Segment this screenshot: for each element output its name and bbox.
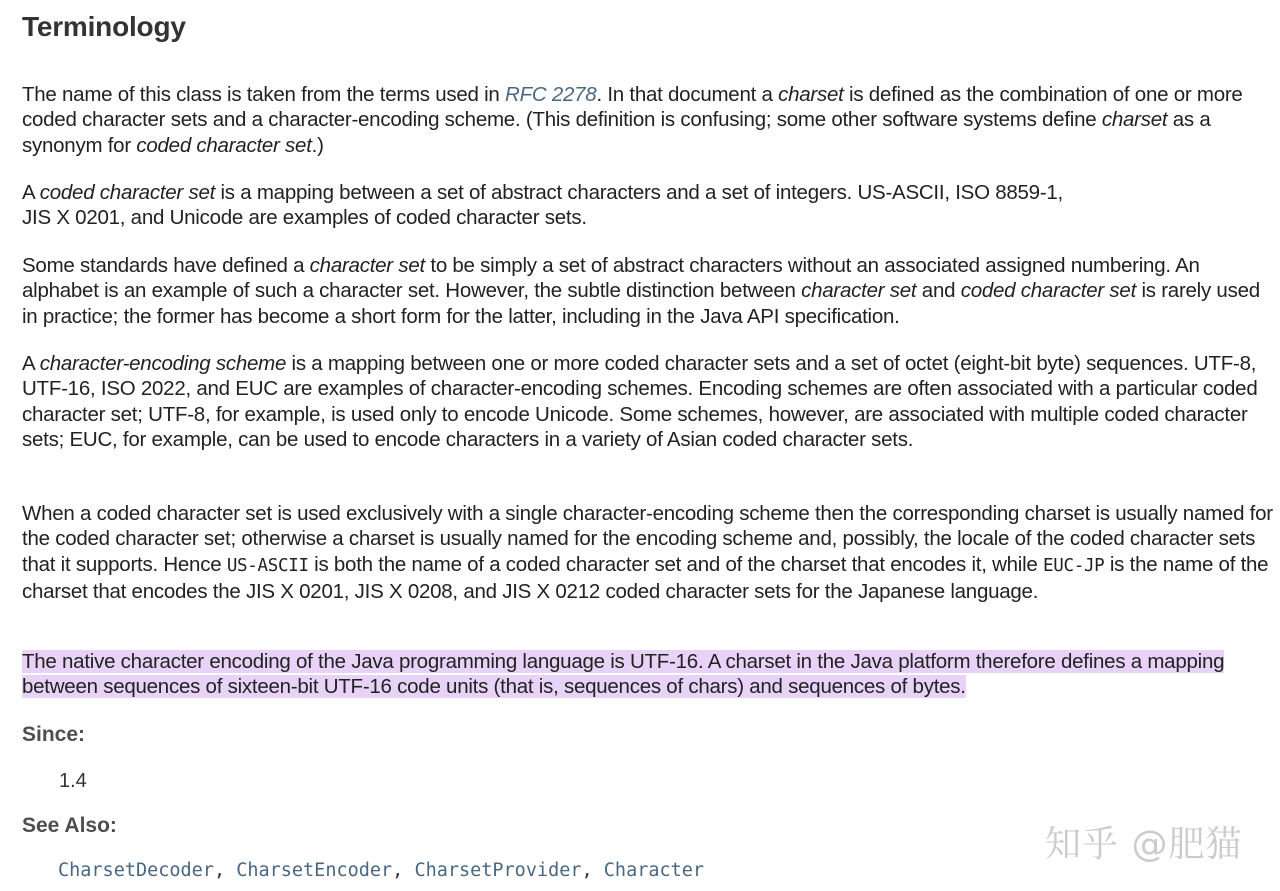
- text: JIS X 0201, and Unicode are examples of coded character sets.: [22, 206, 587, 230]
- section-heading: Terminology: [22, 11, 186, 42]
- highlighted-text: The native character encoding of the Java programming language is UTF-16. A charset in the Java platform therefore defines a mapping between sequences of sixteen-bit UTF-16 code units (that is, sequences of chars) and sequences of bytes.: [22, 650, 1225, 699]
- code-us-ascii: US-ASCII: [226, 555, 309, 576]
- text: to be simply a set of abstract characters without an associated assigned numbering. An alphabet is an example of such a character set. However, the subtle distinction between: [22, 254, 1200, 303]
- text: The name of this class is taken from the terms used in: [22, 83, 506, 106]
- see-also-links: [58, 860, 704, 881]
- character-link[interactable]: Character: [603, 860, 705, 881]
- paragraph-charset-definition: [22, 82, 1278, 158]
- separator: ,: [581, 860, 604, 881]
- term-character-encoding-scheme: character-encoding scheme: [39, 352, 287, 375]
- text: Some standards have defined a: [22, 254, 310, 277]
- charset-provider-link[interactable]: CharsetProvider: [414, 860, 582, 881]
- paragraph-native-encoding-highlighted: [22, 649, 1278, 700]
- term-character-set: character set: [309, 254, 425, 277]
- text: A: [22, 352, 40, 375]
- text: is defined as the combination of one or more coded character sets and a character-encoding scheme. (This definition is confusing; some other software systems define: [22, 83, 1243, 132]
- watermark-logo: 知乎 @肥猫: [1045, 824, 1243, 865]
- paragraph-character-set: [22, 253, 1278, 329]
- text: .): [311, 133, 324, 157]
- charset-decoder-link[interactable]: CharsetDecoder: [58, 860, 214, 881]
- term-charset: charset: [778, 83, 844, 106]
- text: as a synonym for: [22, 108, 1211, 157]
- text: is a mapping between a set of abstract characters and a set of integers. US-ASCII, ISO 8859-1,: [215, 181, 1063, 204]
- term-charset: charset: [1101, 108, 1168, 132]
- text: and: [916, 279, 961, 303]
- separator: ,: [213, 860, 237, 881]
- see-also-label: See Also:: [22, 814, 117, 837]
- term-coded-character-set: coded character set: [960, 279, 1137, 303]
- paragraph-coded-character-set: [22, 180, 1278, 231]
- separator: ,: [392, 860, 415, 881]
- since-value: 1.4: [59, 770, 87, 792]
- charset-encoder-link[interactable]: CharsetEncoder: [236, 860, 393, 881]
- text: is rarely used in practice; the former has become a short form for the latter, including in the Java API specification.: [22, 279, 1260, 328]
- text: A: [22, 181, 40, 204]
- text: is both the name of a coded character set and of the charset that encodes it, while: [308, 552, 1043, 576]
- text: is the name of the charset that encodes the JIS X 0201, JIS X 0208, and JIS X 0212 coded character sets for the Japanese language.: [22, 552, 1269, 603]
- paragraph-charset-naming: [22, 501, 1278, 604]
- rfc-2278-link[interactable]: RFC 2278: [505, 83, 597, 106]
- text: When a coded character set is used exclusively with a single character-encoding scheme then the corresponding charset is usually named for the coded character set; otherwise a charset is usually named for the encoding scheme and, possibly, the locale of the coded character sets that it supports. Hence: [22, 502, 1273, 576]
- term-coded-character-set: coded character set: [39, 181, 216, 204]
- text: . In that document a: [596, 83, 779, 106]
- paragraph-character-encoding-scheme: [22, 351, 1278, 452]
- term-coded-character-set: coded character set: [136, 133, 312, 157]
- term-character-set: character set: [801, 279, 917, 303]
- code-euc-jp: EUC-JP: [1043, 555, 1105, 576]
- since-label: Since:: [22, 723, 86, 746]
- text: is a mapping between one or more coded character sets and a set of octet (eight-bit byte) sequences. UTF-8, UTF-16, ISO 2022, and EUC are examples of character-encoding schemes. Encoding schemes are often associated with a particular coded character set; UTF-8, for example, is used only to encode Unicode. Some schemes, however, are associated with multiple coded character sets; EUC, for example, can be used to encode characters in a variety of Asian coded character sets.: [22, 352, 1258, 451]
